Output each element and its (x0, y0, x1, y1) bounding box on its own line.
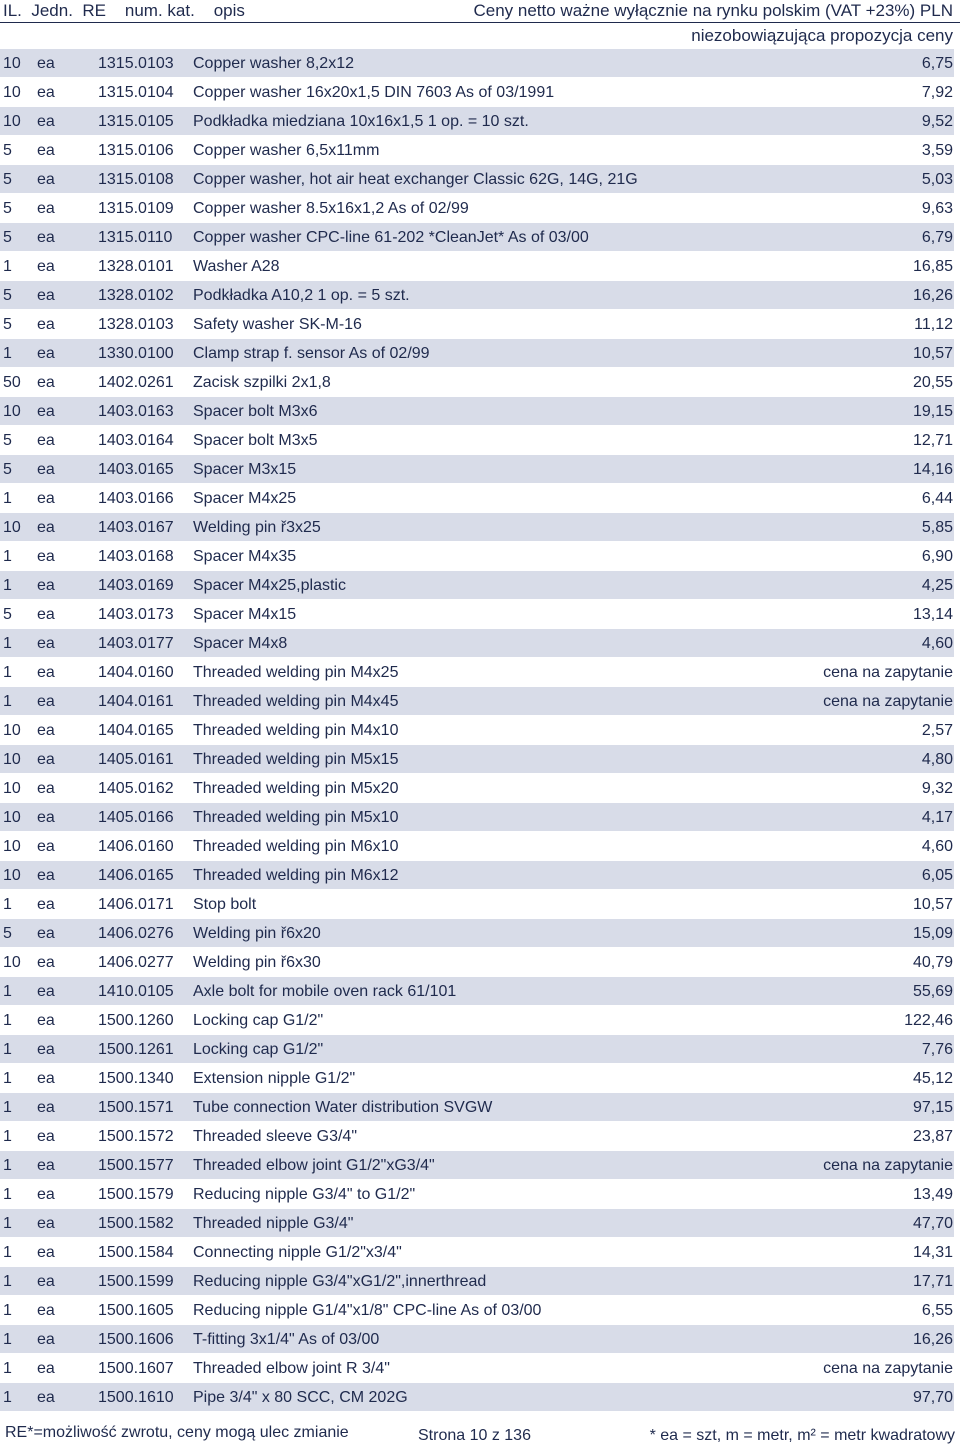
catalog-number-cell: 1403.0177 (98, 635, 174, 652)
description-cell: Washer A28 (193, 258, 280, 275)
quantity-cell: 5 (3, 200, 12, 217)
price-cell: cena na zapytanie (823, 664, 953, 681)
catalog-number-cell: 1328.0101 (98, 258, 174, 275)
catalog-number-cell: 1315.0108 (98, 171, 174, 188)
table-row (0, 1383, 954, 1412)
price-cell: 16,26 (912, 1331, 953, 1348)
quantity-cell: 1 (3, 1244, 12, 1261)
price-cell: 4,25 (921, 577, 953, 594)
column-headers: IL. Jedn. RE num. kat. opis (3, 1, 245, 20)
unit-cell: ea (37, 142, 55, 159)
quantity-cell: 5 (3, 432, 12, 449)
table-row (0, 977, 954, 1006)
catalog-number-cell: 1330.0100 (98, 345, 174, 362)
price-cell: 2,57 (921, 722, 953, 739)
table-row (0, 1064, 954, 1093)
table-row (0, 194, 954, 223)
unit-cell: ea (37, 1244, 55, 1261)
price-cell: 23,87 (912, 1128, 953, 1145)
price-cell: cena na zapytanie (823, 1360, 953, 1377)
quantity-cell: 10 (3, 838, 21, 855)
price-cell: 4,17 (921, 809, 953, 826)
unit-cell: ea (37, 461, 55, 478)
quantity-cell: 1 (3, 1012, 12, 1029)
table-row (0, 78, 954, 107)
catalog-number-cell: 1405.0161 (98, 751, 174, 768)
price-cell: 6,90 (921, 548, 953, 565)
description-cell: Welding pin ř6x30 (193, 954, 321, 971)
quantity-cell: 10 (3, 867, 21, 884)
quantity-cell: 1 (3, 1157, 12, 1174)
unit-cell: ea (37, 432, 55, 449)
unit-cell: ea (37, 490, 55, 507)
unit-legend: * ea = szt, m = metr, m² = metr kwadratowy (649, 1427, 955, 1444)
price-cell: 7,76 (921, 1041, 953, 1058)
price-cell: 13,14 (912, 606, 953, 623)
description-cell: Connecting nipple G1/2"x3/4" (193, 1244, 402, 1261)
description-cell: Spacer M3x15 (193, 461, 297, 478)
description-cell: Spacer M4x35 (193, 548, 297, 565)
description-cell: Welding pin ř6x20 (193, 925, 321, 942)
catalog-number-cell: 1500.1577 (98, 1157, 174, 1174)
unit-cell: ea (37, 1360, 55, 1377)
price-cell: 122,46 (904, 1012, 953, 1029)
description-cell: Axle bolt for mobile oven rack 61/101 (193, 983, 457, 1000)
table-row (0, 919, 954, 948)
table-row (0, 107, 954, 136)
catalog-number-cell: 1403.0167 (98, 519, 174, 536)
catalog-number-cell: 1315.0104 (98, 84, 174, 101)
quantity-cell: 1 (3, 1070, 12, 1087)
unit-cell: ea (37, 722, 55, 739)
table-row (0, 484, 954, 513)
unit-cell: ea (37, 113, 55, 130)
price-cell: 13,49 (912, 1186, 953, 1203)
quantity-cell: 1 (3, 1128, 12, 1145)
price-cell: 10,57 (912, 896, 953, 913)
description-cell: Copper washer 8,2x12 (193, 55, 354, 72)
quantity-cell: 50 (3, 374, 21, 391)
price-cell: 20,55 (912, 374, 953, 391)
quantity-cell: 10 (3, 954, 21, 971)
quantity-cell: 1 (3, 345, 12, 362)
quantity-cell: 1 (3, 664, 12, 681)
description-cell: Spacer bolt M3x6 (193, 403, 318, 420)
price-disclaimer: niezobowiązująca propozycja ceny (691, 26, 953, 45)
catalog-number-cell: 1500.1605 (98, 1302, 174, 1319)
table-row (0, 687, 954, 716)
catalog-number-cell: 1500.1571 (98, 1099, 174, 1116)
catalog-number-cell: 1315.0103 (98, 55, 174, 72)
quantity-cell: 10 (3, 809, 21, 826)
table-row (0, 600, 954, 629)
quantity-cell: 5 (3, 171, 12, 188)
quantity-cell: 5 (3, 316, 12, 333)
price-cell: 12,71 (912, 432, 953, 449)
description-cell: Spacer M4x15 (193, 606, 297, 623)
quantity-cell: 5 (3, 287, 12, 304)
price-cell: 6,05 (921, 867, 953, 884)
price-cell: 16,26 (912, 287, 953, 304)
description-cell: Threaded welding pin M6x12 (193, 867, 399, 884)
unit-cell: ea (37, 1157, 55, 1174)
table-row (0, 513, 954, 542)
price-cell: 47,70 (912, 1215, 953, 1232)
quantity-cell: 5 (3, 229, 12, 246)
description-cell: Reducing nipple G1/4"x1/8" CPC-line As of 03/00 (193, 1302, 542, 1319)
price-cell: 10,57 (912, 345, 953, 362)
catalog-number-cell: 1403.0165 (98, 461, 174, 478)
quantity-cell: 1 (3, 258, 12, 275)
unit-cell: ea (37, 838, 55, 855)
price-cell: 11,12 (914, 316, 953, 333)
quantity-cell: 5 (3, 925, 12, 942)
quantity-cell: 1 (3, 1331, 12, 1348)
catalog-number-cell: 1406.0165 (98, 867, 174, 884)
table-row (0, 1035, 954, 1064)
catalog-number-cell: 1405.0162 (98, 780, 174, 797)
quantity-cell: 10 (3, 722, 21, 739)
table-row (0, 49, 954, 78)
description-cell: Podkładka miedziana 10x16x1,5 1 op. = 10 szt. (193, 113, 529, 130)
price-cell: 97,70 (912, 1389, 953, 1406)
description-cell: Copper washer 16x20x1,5 DIN 7603 As of 03/1991 (193, 84, 555, 101)
unit-cell: ea (37, 1273, 55, 1290)
description-cell: Locking cap G1/2" (193, 1012, 324, 1029)
table-row (0, 281, 954, 310)
table-row (0, 774, 954, 803)
description-cell: Clamp strap f. sensor As of 02/99 (193, 345, 430, 362)
unit-cell: ea (37, 577, 55, 594)
unit-cell: ea (37, 606, 55, 623)
unit-cell: ea (37, 1128, 55, 1145)
unit-cell: ea (37, 1041, 55, 1058)
quantity-cell: 1 (3, 635, 12, 652)
catalog-number-cell: 1500.1607 (98, 1360, 174, 1377)
unit-cell: ea (37, 200, 55, 217)
table-row (0, 1151, 954, 1180)
catalog-number-cell: 1403.0169 (98, 577, 174, 594)
catalog-number-cell: 1500.1261 (98, 1041, 174, 1058)
unit-cell: ea (37, 1389, 55, 1406)
catalog-number-cell: 1500.1610 (98, 1389, 174, 1406)
catalog-number-cell: 1406.0160 (98, 838, 174, 855)
description-cell: Reducing nipple G3/4" to G1/2" (193, 1186, 416, 1203)
quantity-cell: 5 (3, 606, 12, 623)
description-cell: Extension nipple G1/2" (193, 1070, 356, 1087)
price-cell: 16,85 (912, 258, 953, 275)
table-row (0, 455, 954, 484)
table-row (0, 890, 954, 919)
description-cell: Podkładka A10,2 1 op. = 5 szt. (193, 287, 410, 304)
price-cell: 45,12 (912, 1070, 953, 1087)
catalog-number-cell: 1406.0277 (98, 954, 174, 971)
unit-cell: ea (37, 664, 55, 681)
price-cell: 14,31 (912, 1244, 953, 1261)
quantity-cell: 10 (3, 519, 21, 536)
catalog-number-cell: 1500.1582 (98, 1215, 174, 1232)
catalog-number-cell: 1404.0165 (98, 722, 174, 739)
table-row (0, 397, 954, 426)
unit-cell: ea (37, 1186, 55, 1203)
table-row (0, 136, 954, 165)
unit-cell: ea (37, 84, 55, 101)
price-cell: 40,79 (912, 954, 953, 971)
unit-cell: ea (37, 403, 55, 420)
unit-cell: ea (37, 1331, 55, 1348)
footer-note: RE*=możliwość zwrotu, ceny mogą ulec zmianie (5, 1424, 349, 1441)
unit-cell: ea (37, 258, 55, 275)
catalog-number-cell: 1404.0161 (98, 693, 174, 710)
price-table (0, 49, 954, 1412)
quantity-cell: 1 (3, 1273, 12, 1290)
unit-cell: ea (37, 1070, 55, 1087)
price-cell: 9,32 (921, 780, 953, 797)
table-row (0, 1267, 954, 1296)
catalog-number-cell: 1500.1260 (98, 1012, 174, 1029)
catalog-number-cell: 1403.0173 (98, 606, 174, 623)
description-cell: Copper washer 8.5x16x1,2 As of 02/99 (193, 200, 469, 217)
price-cell: cena na zapytanie (823, 693, 953, 710)
catalog-number-cell: 1406.0276 (98, 925, 174, 942)
price-cell: cena na zapytanie (823, 1157, 953, 1174)
price-cell: 14,16 (912, 461, 953, 478)
table-row (0, 803, 954, 832)
catalog-number-cell: 1404.0160 (98, 664, 174, 681)
description-cell: Copper washer CPC-line 61-202 *CleanJet* As of 03/00 (193, 229, 589, 246)
description-cell: Copper washer 6,5x11mm (193, 142, 380, 159)
unit-cell: ea (37, 925, 55, 942)
table-row (0, 252, 954, 281)
quantity-cell: 1 (3, 490, 12, 507)
unit-cell: ea (37, 519, 55, 536)
unit-cell: ea (37, 548, 55, 565)
table-row (0, 1325, 954, 1354)
unit-cell: ea (37, 809, 55, 826)
table-row (0, 1122, 954, 1151)
quantity-cell: 10 (3, 403, 21, 420)
catalog-number-cell: 1403.0168 (98, 548, 174, 565)
catalog-number-cell: 1402.0261 (98, 374, 174, 391)
catalog-number-cell: 1500.1572 (98, 1128, 174, 1145)
table-row (0, 368, 954, 397)
unit-cell: ea (37, 1302, 55, 1319)
unit-cell: ea (37, 171, 55, 188)
price-cell: 6,44 (921, 490, 953, 507)
unit-cell: ea (37, 751, 55, 768)
unit-cell: ea (37, 780, 55, 797)
table-row (0, 165, 954, 194)
page-footer (0, 1418, 960, 1447)
catalog-number-cell: 1315.0109 (98, 200, 174, 217)
catalog-number-cell: 1500.1579 (98, 1186, 174, 1203)
description-cell: Locking cap G1/2" (193, 1041, 324, 1058)
description-cell: Threaded sleeve G3/4" (193, 1128, 357, 1145)
quantity-cell: 1 (3, 1360, 12, 1377)
table-row (0, 716, 954, 745)
description-cell: Stop bolt (193, 896, 257, 913)
catalog-number-cell: 1410.0105 (98, 983, 174, 1000)
unit-cell: ea (37, 1099, 55, 1116)
price-cell: 6,79 (921, 229, 953, 246)
unit-cell: ea (37, 1215, 55, 1232)
quantity-cell: 5 (3, 461, 12, 478)
table-row (0, 1238, 954, 1267)
description-cell: Threaded welding pin M4x25 (193, 664, 399, 681)
unit-cell: ea (37, 693, 55, 710)
description-cell: Welding pin ř3x25 (193, 519, 321, 536)
catalog-number-cell: 1405.0166 (98, 809, 174, 826)
unit-cell: ea (37, 983, 55, 1000)
quantity-cell: 1 (3, 1302, 12, 1319)
price-cell: 17,71 (912, 1273, 953, 1290)
description-cell: Threaded welding pin M5x10 (193, 809, 399, 826)
price-cell: 15,09 (912, 925, 953, 942)
quantity-cell: 1 (3, 896, 12, 913)
page-header (0, 0, 960, 49)
table-row (0, 310, 954, 339)
description-cell: Threaded welding pin M4x45 (193, 693, 399, 710)
price-cell: 9,63 (921, 200, 953, 217)
table-row (0, 745, 954, 774)
catalog-number-cell: 1403.0163 (98, 403, 174, 420)
quantity-cell: 1 (3, 983, 12, 1000)
catalog-number-cell: 1403.0164 (98, 432, 174, 449)
unit-cell: ea (37, 345, 55, 362)
quantity-cell: 1 (3, 1099, 12, 1116)
price-cell: 19,15 (912, 403, 953, 420)
quantity-cell: 10 (3, 113, 21, 130)
table-row (0, 1209, 954, 1238)
description-cell: Spacer M4x25,plastic (193, 577, 346, 594)
quantity-cell: 10 (3, 780, 21, 797)
unit-cell: ea (37, 635, 55, 652)
quantity-cell: 1 (3, 1186, 12, 1203)
price-cell: 7,92 (921, 84, 953, 101)
price-cell: 55,69 (912, 983, 953, 1000)
price-cell: 4,80 (921, 751, 953, 768)
table-row (0, 832, 954, 861)
table-row (0, 1354, 954, 1383)
unit-cell: ea (37, 316, 55, 333)
table-row (0, 658, 954, 687)
description-cell: Threaded elbow joint R 3/4" (193, 1360, 390, 1377)
description-cell: Spacer bolt M3x5 (193, 432, 318, 449)
price-cell: 5,85 (921, 519, 953, 536)
description-cell: Spacer M4x8 (193, 635, 288, 652)
price-cell: 6,75 (921, 55, 953, 72)
catalog-number-cell: 1500.1606 (98, 1331, 174, 1348)
catalog-number-cell: 1500.1584 (98, 1244, 174, 1261)
quantity-cell: 1 (3, 548, 12, 565)
table-row (0, 948, 954, 977)
price-cell: 4,60 (921, 838, 953, 855)
unit-cell: ea (37, 1012, 55, 1029)
catalog-number-cell: 1315.0110 (98, 229, 173, 246)
table-row (0, 1296, 954, 1325)
price-note: Ceny netto ważne wyłącznie na rynku polskim (VAT +23%) PLN (473, 1, 953, 20)
unit-cell: ea (37, 867, 55, 884)
catalog-number-cell: 1328.0102 (98, 287, 174, 304)
description-cell: Spacer M4x25 (193, 490, 297, 507)
price-cell: 4,60 (921, 635, 953, 652)
quantity-cell: 10 (3, 55, 21, 72)
description-cell: Threaded elbow joint G1/2"xG3/4" (193, 1157, 435, 1174)
catalog-number-cell: 1406.0171 (98, 896, 174, 913)
price-cell: 5,03 (921, 171, 953, 188)
catalog-number-cell: 1328.0103 (98, 316, 174, 333)
price-cell: 9,52 (921, 113, 953, 130)
description-cell: Threaded welding pin M4x10 (193, 722, 399, 739)
quantity-cell: 10 (3, 84, 21, 101)
catalog-number-cell: 1500.1599 (98, 1273, 174, 1290)
description-cell: Tube connection Water distribution SVGW (193, 1099, 493, 1116)
table-row (0, 223, 954, 252)
table-row (0, 1093, 954, 1122)
quantity-cell: 1 (3, 1041, 12, 1058)
table-row (0, 339, 954, 368)
table-row (0, 542, 954, 571)
quantity-cell: 1 (3, 577, 12, 594)
description-cell: Reducing nipple G3/4"xG1/2",innerthread (193, 1273, 487, 1290)
table-row (0, 571, 954, 600)
catalog-number-cell: 1315.0106 (98, 142, 174, 159)
table-row (0, 426, 954, 455)
unit-cell: ea (37, 374, 55, 391)
quantity-cell: 1 (3, 693, 12, 710)
price-cell: 97,15 (912, 1099, 953, 1116)
page-number: Strona 10 z 136 (418, 1427, 531, 1444)
description-cell: Threaded welding pin M6x10 (193, 838, 399, 855)
description-cell: Pipe 3/4" x 80 SCC, CM 202G (193, 1389, 408, 1406)
quantity-cell: 1 (3, 1389, 12, 1406)
unit-cell: ea (37, 55, 55, 72)
unit-cell: ea (37, 954, 55, 971)
quantity-cell: 5 (3, 142, 12, 159)
description-cell: Safety washer SK-M-16 (193, 316, 362, 333)
catalog-number-cell: 1315.0105 (98, 113, 174, 130)
unit-cell: ea (37, 287, 55, 304)
catalog-number-cell: 1403.0166 (98, 490, 174, 507)
quantity-cell: 10 (3, 751, 21, 768)
price-cell: 6,55 (921, 1302, 953, 1319)
description-cell: T-fitting 3x1/4" As of 03/00 (193, 1331, 380, 1348)
description-cell: Threaded welding pin M5x15 (193, 751, 399, 768)
table-row (0, 1006, 954, 1035)
table-row (0, 629, 954, 658)
description-cell: Zacisk szpilki 2x1,8 (193, 374, 331, 391)
price-cell: 3,59 (921, 142, 953, 159)
table-row (0, 861, 954, 890)
description-cell: Threaded nipple G3/4" (193, 1215, 354, 1232)
description-cell: Copper washer, hot air heat exchanger Classic 62G, 14G, 21G (193, 171, 638, 188)
description-cell: Threaded welding pin M5x20 (193, 780, 399, 797)
table-row (0, 1180, 954, 1209)
unit-cell: ea (37, 229, 55, 246)
catalog-number-cell: 1500.1340 (98, 1070, 174, 1087)
unit-cell: ea (37, 896, 55, 913)
header-divider (0, 22, 960, 23)
quantity-cell: 1 (3, 1215, 12, 1232)
